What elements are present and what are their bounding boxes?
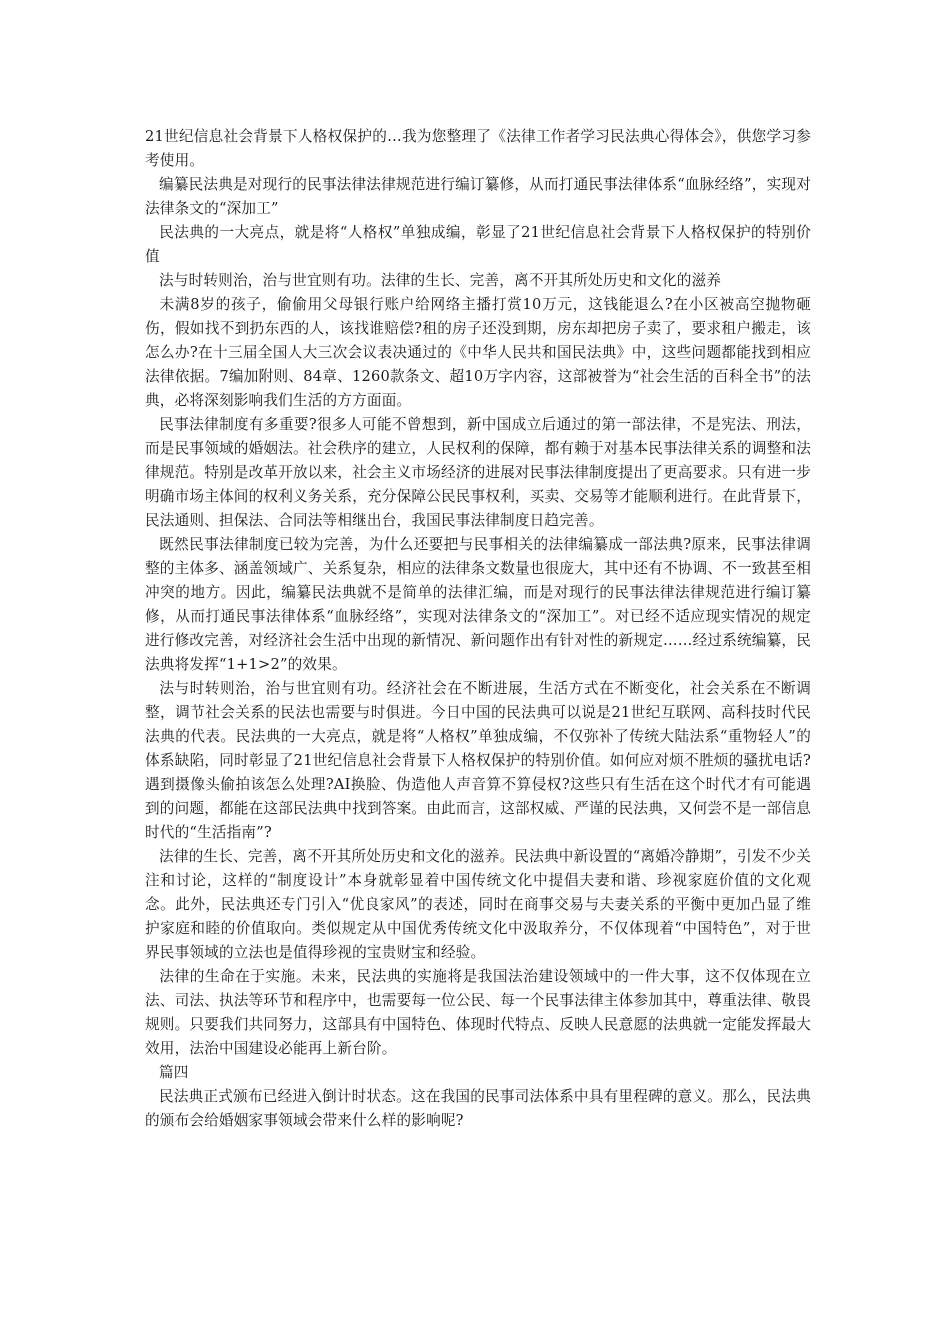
- paragraph-text: 法律的生长、完善，离不开其所处历史和文化的滋养。民法典中新设置的“离婚冷静期”，引发不少关注和讨论，这样的“制度设计”本身就彰显着中国传统文化中提倡夫妻和谐、珍视家庭价值的文化观念。此外，民法典还专门引入“优良家风”的表述，同时在商事交易与夫妻关系的平衡中更加凸显了维护家庭和睦的价值取向。类似规定从中国优秀传统文化中汲取养分，不仅体现着“中国特色”，对于世界民事领域的立法也是值得珍视的宝贵财宝和经验。: [145, 848, 811, 961]
- paragraph-body-6: [145, 965, 811, 1061]
- paragraph-summary-1: [145, 173, 811, 221]
- paragraph-summary-3: [145, 269, 811, 293]
- paragraph-body-2: [145, 413, 811, 533]
- paragraph-body-5: [145, 845, 811, 965]
- paragraph-text: 编纂民法典是对现行的民事法律法律规范进行编订纂修，从而打通民事法律体系“血脉经络”，实现对法律条文的“深加工”: [145, 176, 811, 217]
- paragraph-text: 民法典正式颁布已经进入倒计时状态。这在我国的民事司法体系中具有里程碑的意义。那么，民法典的颁布会给婚姻家事领域会带来什么样的影响呢?: [145, 1088, 811, 1129]
- paragraph-body-1: [145, 293, 811, 413]
- paragraph-intro: 21世纪信息社会背景下人格权保护的…我为您整理了《法律工作者学习民法典心得体会》，供您学习参考使用。: [145, 128, 811, 169]
- section-heading-text: 篇四: [159, 1064, 189, 1081]
- paragraph-text: 既然民事法律制度已较为完善，为什么还要把与民事相关的法律编纂成一部法典?原来，民事法律调整的主体多、涵盖领域广、关系复杂，相应的法律条文数量也很庞大，其中还有不协调、不一致甚至相冲突的地方。因此，编纂民法典就不是简单的法律汇编，而是对现行的民事法律法律规范进行编订纂修，从而打通民事法律体系“血脉经络”，实现对法律条文的“深加工”。对已经不适应现实情况的规定进行修改完善，对经济社会生活中出现的新情况、新问题作出有针对性的新规定……经过系统编纂，民法典将发挥“1+1>2”的效果。: [145, 536, 811, 673]
- section-heading: [145, 1061, 811, 1085]
- paragraph-body-7: [145, 1085, 811, 1133]
- paragraph-text: 法与时转则治，治与世宜则有功。经济社会在不断进展，生活方式在不断变化，社会关系在不断调整，调节社会关系的民法也需要与时俱进。今日中国的民法典可以说是21世纪互联网、高科技时代民法典的代表。民法典的一大亮点，就是将“人格权”单独成编，不仅弥补了传统大陆法系“重物轻人”的体系缺陷，同时彰显了21世纪信息社会背景下人格权保护的特别价值。如何应对烦不胜烦的骚扰电话?遇到摄像头偷拍该怎么处理?AI换脸、伪造他人声音算不算侵权?这些只有生活在这个时代才有可能遇到的问题，都能在这部民法典中找到答案。由此而言，这部权威、严谨的民法典，又何尝不是一部信息时代的“生活指南”?: [145, 680, 811, 841]
- paragraph-text: 未满8岁的孩子，偷偷用父母银行账户给网络主播打赏10万元，这钱能退么?在小区被高空抛物砸伤，假如找不到扔东西的人，该找谁赔偿?租的房子还没到期，房东却把房子卖了，要求租户搬走，该怎么办?在十三届全国人大三次会议表决通过的《中华人民共和国民法典》中，这些问题都能找到相应法律依据。7编加附则、84章、1260款条文、超10万字内容，这部被誉为“社会生活的百科全书”的法典，必将深刻影响我们生活的方方面面。: [145, 296, 811, 409]
- paragraph-body-4: [145, 677, 811, 845]
- document-page: [145, 125, 811, 1133]
- paragraph-summary-2: [145, 221, 811, 269]
- paragraph-body-3: [145, 533, 811, 677]
- paragraph-text: 法律的生命在于实施。未来，民法典的实施将是我国法治建设领域中的一件大事，这不仅体现在立法、司法、执法等环节和程序中，也需要每一位公民、每一个民事法律主体参加其中，尊重法律、敬畏规则。只要我们共同努力，这部具有中国特色、体现时代特点、反映人民意愿的法典就一定能发挥最大效用，法治中国建设必能再上新台阶。: [145, 968, 811, 1057]
- paragraph-text: 民法典的一大亮点，就是将“人格权”单独成编，彰显了21世纪信息社会背景下人格权保护的特别价值: [145, 224, 811, 265]
- paragraph-text: 民事法律制度有多重要?很多人可能不曾想到，新中国成立后通过的第一部法律，不是宪法、刑法，而是民事领域的婚姻法。社会秩序的建立，人民权利的保障，都有赖于对基本民事法律关系的调整和法律规范。特别是改革开放以来，社会主义市场经济的进展对民事法律制度提出了更高要求。只有进一步明确市场主体间的权利义务关系，充分保障公民民事权利，买卖、交易等才能顺利进行。在此背景下，民法通则、担保法、合同法等相继出台，我国民事法律制度日趋完善。: [145, 416, 811, 529]
- paragraph-text: 法与时转则治，治与世宜则有功。法律的生长、完善，离不开其所处历史和文化的滋养: [159, 272, 722, 289]
